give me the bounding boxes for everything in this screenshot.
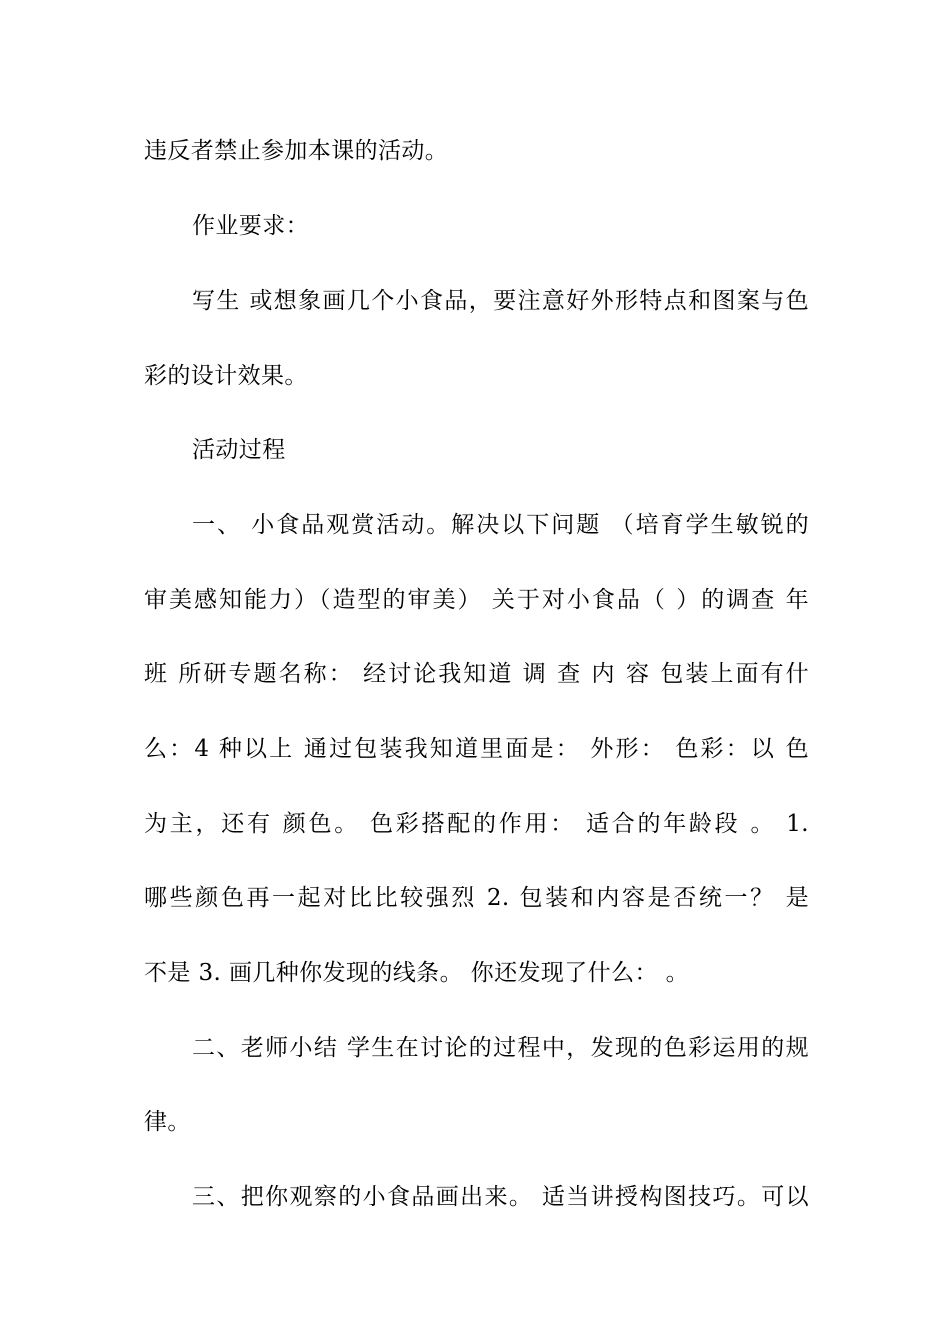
text-line-step1-5: 为主，还有 颜色。 色彩搭配的作用： 适合的年龄段 。 1. [144,811,809,837]
text-line-step2-1: 二、老师小结 学生在讨论的过程中，发现的色彩运用的规 [192,1035,809,1061]
text-line-homework-2: 彩的设计效果。 [144,363,308,389]
text-line-step1-1: 一、 小食品观赏活动。解决以下问题 （培育学生敏锐的 [192,512,809,538]
text-line-step1-2: 审美感知能力）（造型的审美） 关于对小食品（ ）的调查 年 [144,587,809,613]
text-line-rules-end: 违反者禁止参加本课的活动。 [144,138,449,164]
text-line-step1-3: 班 所研专题名称： 经讨论我知道 调 查 内 容 包装上面有什 [144,661,809,687]
text-line-step1-4: 么：4 种以上 通过包装我知道里面是： 外形： 色彩：以 色 [144,736,809,762]
text-line-step3-1: 三、把你观察的小食品画出来。 适当讲授构图技巧。可以 [192,1184,809,1210]
text-line-homework-1: 写生 或想象画几个小食品，要注意好外形特点和图案与色 [192,288,809,314]
heading-homework: 作业要求： [192,213,309,239]
heading-activity-process: 活动过程 [192,437,286,463]
text-line-step1-7: 不是 3. 画几种你发现的线条。 你还发现了什么： 。 [144,960,689,986]
text-line-step1-6: 哪些颜色再一起对比比较强烈 2. 包装和内容是否统一？ 是 [144,885,809,911]
text-line-step2-2: 律。 [144,1109,191,1135]
